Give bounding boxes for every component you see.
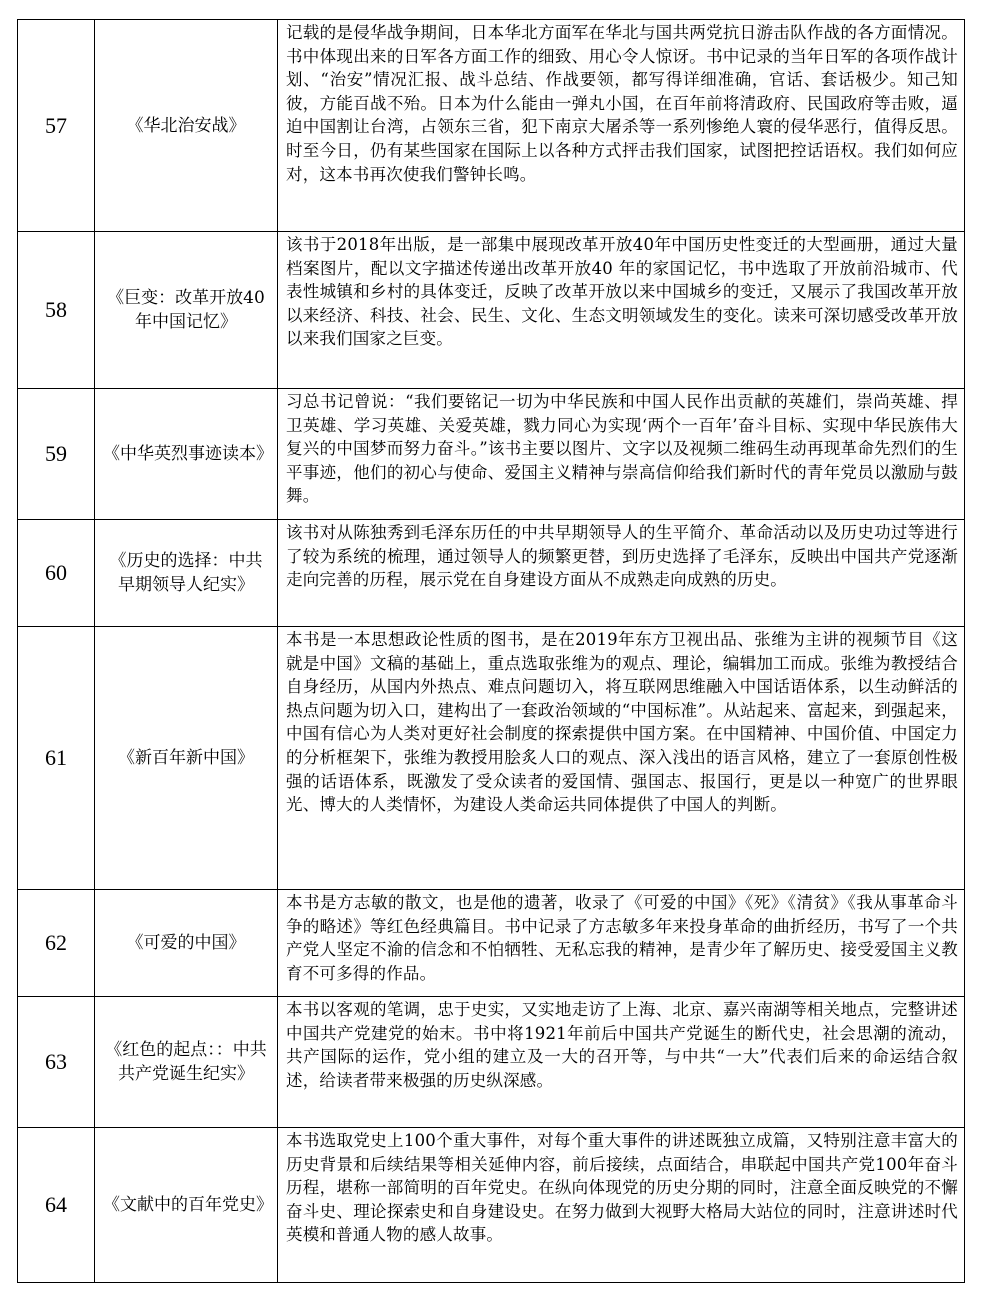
book-description: 本书是一本思想政论性质的图书，是在2019年东方卫视出品、张维为主讲的视频节目《这就是中国》文稿的基础上，重点选取张维为的观点、理论，编辑加工而成。张维为教授结合自身经历，从国内外热点、难点问题切入，将互联网思维融入中国话语体系，以生动鲜活的热点问题为切入口，建构出了一套政治领域的“中国标准”。从站起来、富起来，到强起来，中国有信心为人类对更好社会制度的探索提供中国方案。在中国精神、中国价值、中国定力的分析框架下，张维为教授用脍炙人口的观点、深入浅出的语言风格，建立了一套原创性极强的话语体系，既激发了受众读者的爱国情、强国志、报国行，更是以一种宽广的世界眼光、博大的人类情怀，为建设人类命运共同体提供了中国人的判断。 [278, 627, 965, 890]
table-row [18, 20, 965, 232]
book-description: 本书是方志敏的散文，也是他的遗著，收录了《可爱的中国》《死》《清贫》《我从事革命斗争的略述》等红色经典篇目。书中记录了方志敏多年来投身革命的曲折经历，书写了一个共产党人坚定不渝的信念和不怕牺牲、无私忘我的精神，是青少年了解历史、接受爱国主义教育不可多得的作品。 [278, 890, 965, 997]
book-description: 该书于2018年出版，是一部集中展现改革开放40年中国历史性变迁的大型画册，通过大量档案图片，配以文字描述传递出改革开放40 年的家国记忆，书中选取了开放前沿城市、代表性城镇和乡村的具体变迁，反映了改革开放以来中国城乡的变迁，又展示了我国改革开放以来经济、科技、社会、民生、文化、生态文明领域发生的变化。读来可深切感受改革开放以来我们国家之巨变。 [278, 232, 965, 389]
book-list-table [17, 19, 965, 1283]
table-row [18, 890, 965, 997]
book-title: 《巨变：改革开放40年中国记忆》 [95, 232, 278, 389]
book-title: 《新百年新中国》 [95, 627, 278, 890]
table-row [18, 1128, 965, 1283]
table-row [18, 627, 965, 890]
row-number: 61 [18, 627, 95, 890]
book-title: 《红色的起点：：中共共产党诞生纪实》 [95, 997, 278, 1128]
table-row [18, 232, 965, 389]
book-description: 该书对从陈独秀到毛泽东历任的中共早期领导人的生平简介、革命活动以及历史功过等进行了较为系统的梳理，通过领导人的频繁更替，到历史选择了毛泽东，反映出中国共产党逐渐走向完善的历程，展示党在自身建设方面从不成熟走向成熟的历史。 [278, 520, 965, 627]
book-description: 本书选取党史上100个重大事件，对每个重大事件的讲述既独立成篇，又特别注意丰富大的历史背景和后续结果等相关延伸内容，前后接续，点面结合，串联起中国共产党100年奋斗历程，堪称一部简明的百年党史。在纵向体现党的历史分期的同时，注意全面反映党的不懈奋斗史、理论探索史和自身建设史。在努力做到大视野大格局大站位的同时，注意讲述时代英模和普通人物的感人故事。 [278, 1128, 965, 1283]
book-title: 《华北治安战》 [95, 20, 278, 232]
book-description: 记载的是侵华战争期间，日本华北方面军在华北与国共两党抗日游击队作战的各方面情况。书中体现出来的日军各方面工作的细致、用心令人惊讶。书中记录的当年日军的各项作战计划、“治安”情况汇报、战斗总结、作战要领，都写得详细准确，官话、套话极少。知己知彼，方能百战不殆。日本为什么能由一弹丸小国，在百年前将清政府、民国政府等击败，逼迫中国割让台湾，占领东三省，犯下南京大屠杀等一系列惨绝人寰的侵华恶行，值得反思。时至今日，仍有某些国家在国际上以各种方式抨击我们国家，试图把控话语权。我们如何应对，这本书再次使我们警钟长鸣。 [278, 20, 965, 232]
row-number: 62 [18, 890, 95, 997]
book-description: 习总书记曾说：“我们要铭记一切为中华民族和中国人民作出贡献的英雄们，崇尚英雄、捍卫英雄、学习英雄、关爱英雄，戮力同心为实现‘两个一百年’奋斗目标、实现中华民族伟大复兴的中国梦而努力奋斗。”该书主要以图片、文字以及视频二维码生动再现革命先烈们的生平事迹，他们的初心与使命、爱国主义精神与崇高信仰给我们新时代的青年党员以激励与鼓舞。 [278, 389, 965, 520]
row-number: 60 [18, 520, 95, 627]
row-number: 64 [18, 1128, 95, 1283]
table-row [18, 997, 965, 1128]
book-title: 《可爱的中国》 [95, 890, 278, 997]
row-number: 58 [18, 232, 95, 389]
row-number: 59 [18, 389, 95, 520]
table-row [18, 520, 965, 627]
table-row [18, 389, 965, 520]
book-title: 《文献中的百年党史》 [95, 1128, 278, 1283]
book-title: 《中华英烈事迹读本》 [95, 389, 278, 520]
row-number: 63 [18, 997, 95, 1128]
row-number: 57 [18, 20, 95, 232]
book-title: 《历史的选择：中共早期领导人纪实》 [95, 520, 278, 627]
book-description: 本书以客观的笔调，忠于史实，又实地走访了上海、北京、嘉兴南湖等相关地点，完整讲述中国共产党建党的始末。书中将1921年前后中国共产党诞生的断代史，社会思潮的流动，共产国际的运作，党小组的建立及一大的召开等，与中共“一大”代表们后来的命运结合叙述，给读者带来极强的历史纵深感。 [278, 997, 965, 1128]
